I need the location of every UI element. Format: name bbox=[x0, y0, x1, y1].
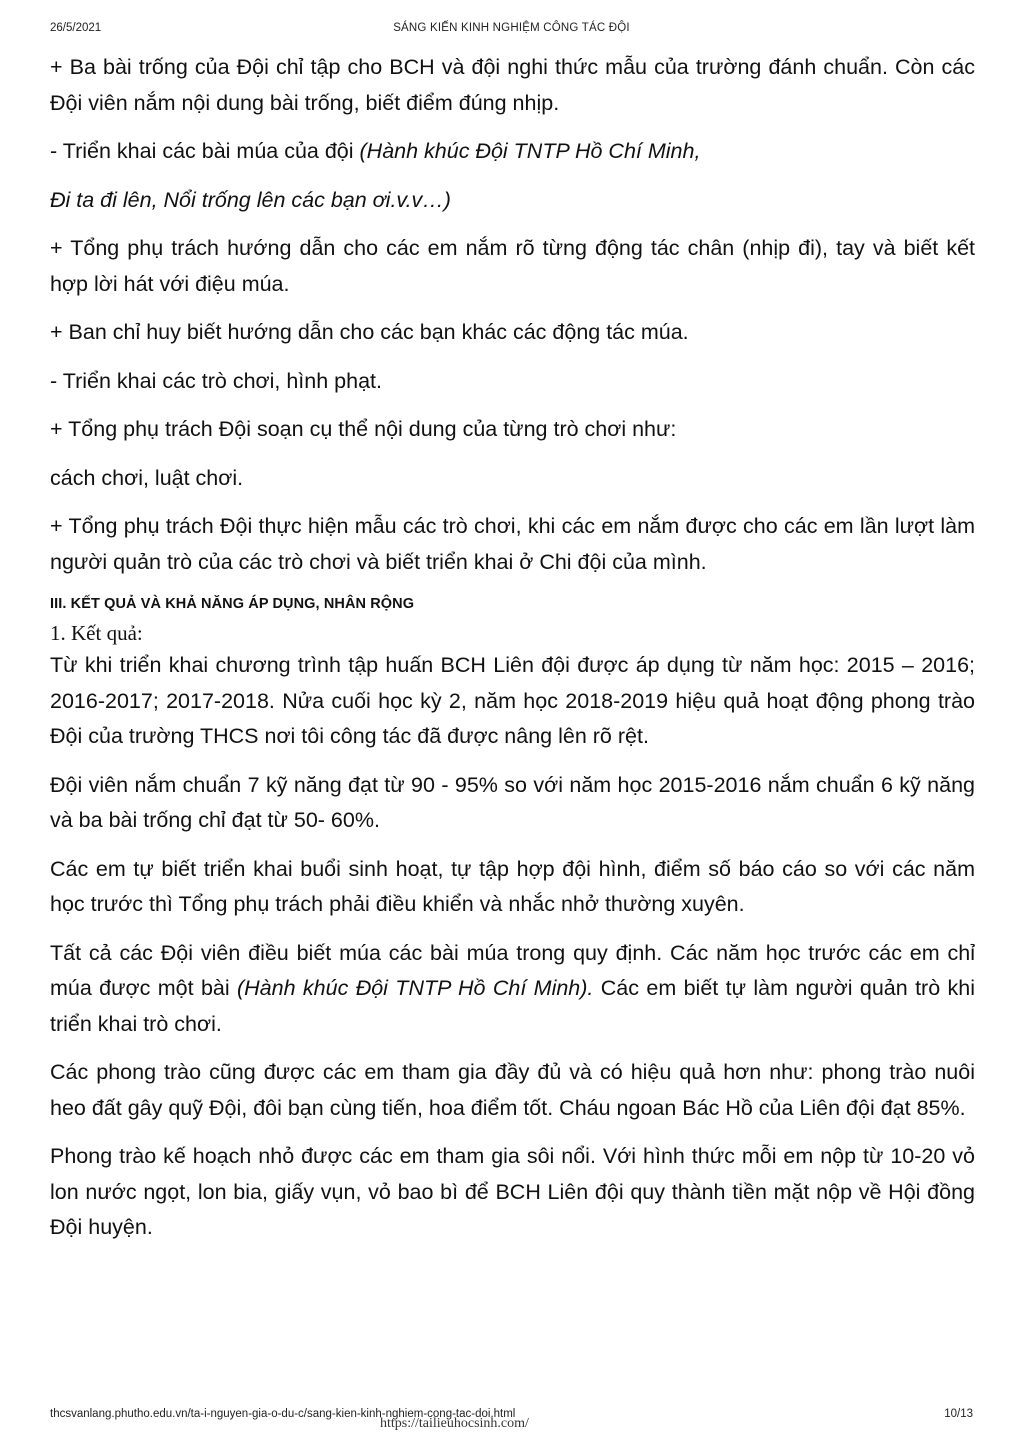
paragraph-dance-deploy bbox=[50, 134, 975, 170]
subheading-results: 1. Kết quả: bbox=[50, 621, 143, 645]
section-heading-results: III. KẾT QUẢ VÀ KHẢ NĂNG ÁP DỤNG, NHÂN RỘNG bbox=[50, 596, 415, 612]
paragraph-self-activity: Các em tự biết triển khai buổi sinh hoạt, tự tập hợp đội hình, điểm số báo cáo so với các năm học trước thì Tổng phụ trách phải điều khiển và nhắc nhở thường xuyên. bbox=[50, 856, 975, 916]
watermark-url: https://tailieuhocsinh.com/ bbox=[380, 1416, 529, 1431]
dance-results-italic: (Hành khúc Đội TNTP Hồ Chí Minh). bbox=[237, 976, 594, 1000]
paragraph-drum-lessons: + Ba bài trống của Đội chỉ tập cho BCH và đội nghi thức mẫu của trường đánh chuẩn. Còn các Đội viên nắm nội dung bài trống, biết điểm đúng nhịp. bbox=[50, 55, 975, 115]
paragraph-command-guide: + Ban chỉ huy biết hướng dẫn cho các bạn khác các động tác múa. bbox=[50, 320, 689, 344]
document-body bbox=[50, 50, 975, 1246]
paragraph-small-plan: Phong trào kế hoạch nhỏ được các em tham gia sôi nổi. Với hình thức mỗi em nộp từ 10-20 vỏ lon nước ngọt, lon bia, giấy vụn, vỏ bao bì để BCH Liên đội quy thành tiền mặt nộp về Hội đồng Đội huyện. bbox=[50, 1144, 975, 1239]
paragraph-games-demo: + Tổng phụ trách Đội thực hiện mẫu các trò chơi, khi các em nắm được cho các em lần lượt làm người quản trò của các trò chơi và biết triển khai ở Chi đội của mình. bbox=[50, 514, 975, 574]
dance-results-text: Tất cả các Đội viên điều biết múa các bài múa trong quy định. Các năm học trước các em chỉ múa được một bài bbox=[50, 940, 975, 1000]
document-title: SÁNG KIẾN KINH NGHIỆM CÔNG TÁC ĐỘI bbox=[393, 22, 630, 34]
paragraph-games-deploy: - Triển khai các trò chơi, hình phạt. bbox=[50, 368, 382, 393]
paragraph-dance-list bbox=[50, 183, 975, 219]
paragraph-training-program: Từ khi triển khai chương trình tập huấn BCH Liên đội được áp dụng từ năm học: 2015 – 2016; 2016-2017; 2017-2018. Nửa cuối học kỳ 2, năm học 2018-2019 hiệu quả hoạt động phong trào Đội của trường THCS nơi tôi công tác đã được nâng lên rõ rệt. bbox=[50, 653, 975, 748]
paragraph-skills-rate: Đội viên nắm chuẩn 7 kỹ năng đạt từ 90 - 95% so với năm học 2015-2016 nắm chuẩn 6 kỹ năng và ba bài trống chỉ đạt từ 50- 60%. bbox=[50, 772, 975, 832]
print-date: 26/5/2021 bbox=[50, 22, 102, 34]
dance-deploy-italic: (Hành khúc Đội TNTP Hồ Chí Minh, bbox=[359, 139, 701, 163]
paragraph-games-content: + Tổng phụ trách Đội soạn cụ thể nội dung của từng trò chơi như: bbox=[50, 417, 677, 441]
print-header bbox=[50, 22, 973, 38]
paragraph-leader-guide: + Tổng phụ trách hướng dẫn cho các em nắm rõ từng động tác chân (nhịp đi), tay và biết kết hợp lời hát với điệu múa. bbox=[50, 236, 975, 296]
dance-deploy-text: - Triển khai các bài múa của đội bbox=[50, 139, 360, 163]
page-number: 10/13 bbox=[944, 1408, 973, 1420]
dance-results-text-end: Các em biết tự làm người quản trò khi triển khai trò chơi. bbox=[50, 976, 975, 1036]
paragraph-games-rules: cách chơi, luật chơi. bbox=[50, 465, 244, 490]
paragraph-dance-results bbox=[50, 936, 975, 1043]
dance-list-italic: Đi ta đi lên, Nổi trống lên các bạn ơi.v.v…) bbox=[50, 187, 451, 212]
source-url: thcsvanlang.phutho.edu.vn/ta-i-nguyen-gia-o-du-c/sang-kien-kinh-nghiem-cong-tac-doi.html bbox=[50, 1408, 516, 1420]
paragraph-movements: Các phong trào cũng được các em tham gia đầy đủ và có hiệu quả hơn như: phong trào nuôi heo đất gây quỹ Đội, đôi bạn cùng tiến, hoa điểm tốt. Cháu ngoan Bác Hồ của Liên đội đạt 85%. bbox=[50, 1060, 975, 1120]
